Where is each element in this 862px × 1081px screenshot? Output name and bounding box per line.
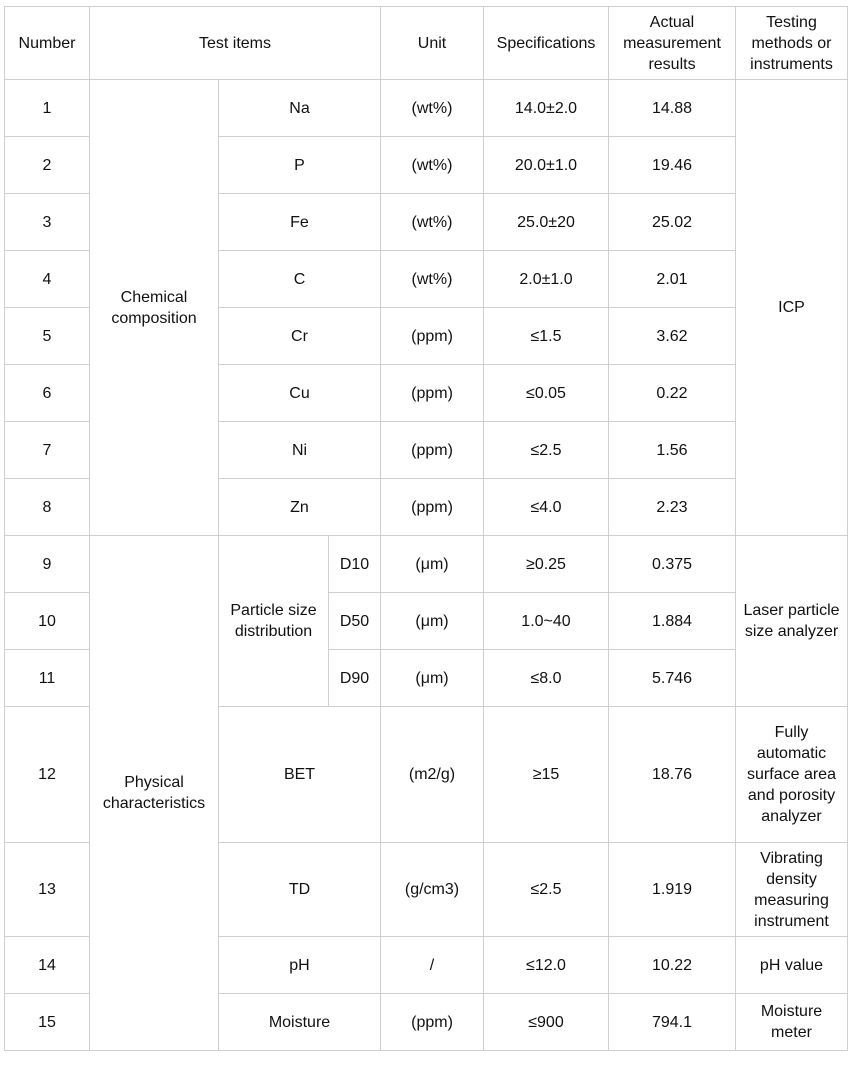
unit-cell: / (381, 937, 484, 994)
test-item: Fe (219, 194, 381, 251)
header-testing-methods: Testing methods or instruments (736, 7, 848, 80)
actual-cell: 18.76 (609, 707, 736, 843)
spec-cell: ≥15 (484, 707, 609, 843)
row-number: 12 (5, 707, 90, 843)
unit-cell: (wt%) (381, 80, 484, 137)
test-item: D10 (329, 536, 381, 593)
test-item: Moisture (219, 994, 381, 1051)
group-chemical-composition: Chemical composition (90, 80, 219, 536)
test-item: pH (219, 937, 381, 994)
actual-cell: 0.22 (609, 365, 736, 422)
test-item: C (219, 251, 381, 308)
unit-cell: (wt%) (381, 251, 484, 308)
table-row (5, 80, 848, 137)
header-test-items: Test items (90, 7, 381, 80)
row-number: 6 (5, 365, 90, 422)
unit-cell: (wt%) (381, 137, 484, 194)
test-results-table (4, 6, 848, 1051)
group-particle-size-distribution: Particle size distribution (219, 536, 329, 707)
spec-cell: 14.0±2.0 (484, 80, 609, 137)
header-number: Number (5, 7, 90, 80)
row-number: 13 (5, 843, 90, 937)
actual-cell: 1.884 (609, 593, 736, 650)
actual-cell: 19.46 (609, 137, 736, 194)
method-icp: ICP (736, 80, 848, 536)
row-number: 1 (5, 80, 90, 137)
test-item: BET (219, 707, 381, 843)
unit-cell: (ppm) (381, 308, 484, 365)
method-bet: Fully automatic surface area and porosity analyzer (736, 707, 848, 843)
actual-cell: 25.02 (609, 194, 736, 251)
unit-cell: (ppm) (381, 365, 484, 422)
unit-cell: (ppm) (381, 994, 484, 1051)
test-item: Cr (219, 308, 381, 365)
table-row (5, 536, 848, 593)
spec-cell: 20.0±1.0 (484, 137, 609, 194)
row-number: 8 (5, 479, 90, 536)
row-number: 2 (5, 137, 90, 194)
actual-cell: 3.62 (609, 308, 736, 365)
row-number: 11 (5, 650, 90, 707)
actual-cell: 10.22 (609, 937, 736, 994)
actual-cell: 0.375 (609, 536, 736, 593)
actual-cell: 2.23 (609, 479, 736, 536)
method-td: Vibrating density measuring instrument (736, 843, 848, 937)
actual-cell: 14.88 (609, 80, 736, 137)
actual-cell: 2.01 (609, 251, 736, 308)
unit-cell: (μm) (381, 650, 484, 707)
test-item: Cu (219, 365, 381, 422)
unit-cell: (g/cm3) (381, 843, 484, 937)
header-unit: Unit (381, 7, 484, 80)
row-number: 4 (5, 251, 90, 308)
spec-cell: ≤2.5 (484, 843, 609, 937)
actual-cell: 5.746 (609, 650, 736, 707)
unit-cell: (ppm) (381, 479, 484, 536)
spec-cell: ≤900 (484, 994, 609, 1051)
row-number: 10 (5, 593, 90, 650)
test-item: Na (219, 80, 381, 137)
method-moisture: Moisture meter (736, 994, 848, 1051)
spec-cell: 2.0±1.0 (484, 251, 609, 308)
unit-cell: (μm) (381, 593, 484, 650)
test-item: D50 (329, 593, 381, 650)
spec-cell: ≤0.05 (484, 365, 609, 422)
row-number: 9 (5, 536, 90, 593)
method-laser: Laser particle size analyzer (736, 536, 848, 707)
unit-cell: (ppm) (381, 422, 484, 479)
row-number: 15 (5, 994, 90, 1051)
header-specifications: Specifications (484, 7, 609, 80)
header-actual-results: Actual measurement results (609, 7, 736, 80)
group-physical-characteristics: Physical characteristics (90, 536, 219, 1051)
actual-cell: 794.1 (609, 994, 736, 1051)
spec-cell: ≥0.25 (484, 536, 609, 593)
test-item: P (219, 137, 381, 194)
unit-cell: (wt%) (381, 194, 484, 251)
spec-cell: 25.0±20 (484, 194, 609, 251)
row-number: 5 (5, 308, 90, 365)
test-item: D90 (329, 650, 381, 707)
spec-cell: ≤2.5 (484, 422, 609, 479)
row-number: 3 (5, 194, 90, 251)
spec-cell: 1.0~40 (484, 593, 609, 650)
row-number: 7 (5, 422, 90, 479)
row-number: 14 (5, 937, 90, 994)
method-ph: pH value (736, 937, 848, 994)
spec-cell: ≤4.0 (484, 479, 609, 536)
spec-cell: ≤12.0 (484, 937, 609, 994)
actual-cell: 1.919 (609, 843, 736, 937)
unit-cell: (μm) (381, 536, 484, 593)
unit-cell: (m2/g) (381, 707, 484, 843)
test-item: TD (219, 843, 381, 937)
spec-cell: ≤1.5 (484, 308, 609, 365)
spec-cell: ≤8.0 (484, 650, 609, 707)
test-item: Zn (219, 479, 381, 536)
header-row (5, 7, 848, 80)
test-item: Ni (219, 422, 381, 479)
actual-cell: 1.56 (609, 422, 736, 479)
